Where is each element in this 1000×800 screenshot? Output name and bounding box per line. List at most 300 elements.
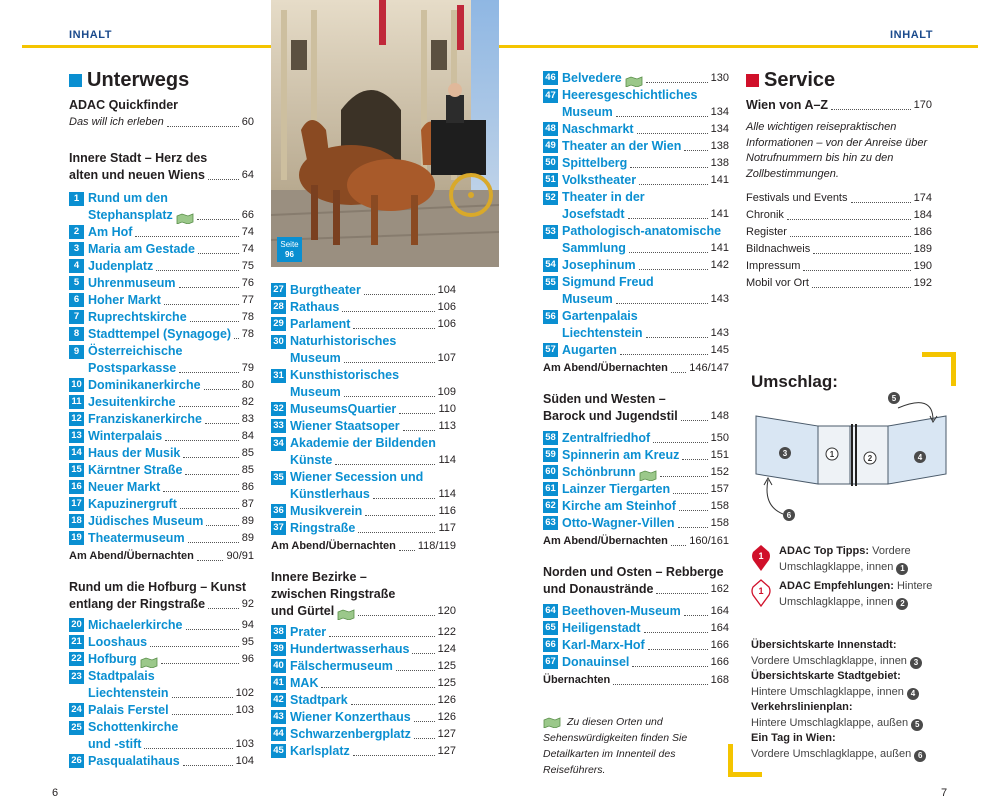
group-title: Norden und Osten – Rebberge [543, 565, 724, 579]
entry-number-badge: 41 [271, 676, 286, 690]
toc-entry[interactable] [69, 224, 254, 241]
service-entry[interactable]: Festivals und Events 174 [746, 192, 932, 204]
quickfinder-title: ADAC Quickfinder [69, 98, 179, 112]
header-rule-right [499, 45, 978, 48]
corner-bracket-bottom [728, 744, 733, 777]
entry-page: 86 [241, 481, 254, 493]
entry-number-badge: 58 [543, 431, 558, 445]
entry-label: Pasqualatihaus [88, 754, 180, 768]
svg-text:1: 1 [758, 586, 764, 596]
middle-column [271, 282, 456, 760]
entry-page: 164 [710, 622, 729, 634]
entry-page: 75 [241, 260, 254, 272]
entry-page: 124 [437, 643, 456, 655]
entry-page: 130 [710, 72, 729, 84]
toc-entry[interactable] [543, 342, 729, 359]
toc-entry[interactable] [271, 401, 456, 418]
entry-label: Rathaus [290, 300, 340, 314]
toc-entry[interactable] [271, 418, 456, 435]
entry-label: Michaelerkirche [88, 618, 183, 632]
section-square-icon [746, 74, 759, 87]
entry-number-badge: 18 [69, 514, 84, 528]
toc-entry[interactable] [543, 654, 729, 671]
service-az-description: Alle wichtigen reisepraktischen Informationen – von der Anreise über Notrufnummern bis hin zu den Zollbestimmungen. [746, 121, 928, 180]
group-title: Innere Stadt – Herz des [69, 151, 208, 165]
toc-entry[interactable] [69, 617, 254, 634]
entry-page: 151 [710, 449, 729, 461]
toc-entry[interactable] [69, 753, 254, 770]
toc-entry[interactable] [543, 464, 729, 481]
entry-number-badge: 29 [271, 317, 286, 331]
evening-entry[interactable]: Am Abend/Übernachten 118/119 [271, 540, 456, 552]
entry-number-badge: 38 [271, 625, 286, 639]
top-tip-pin-icon [751, 544, 771, 572]
entry-page: 78 [241, 311, 254, 323]
entry-number-badge: 63 [543, 516, 558, 530]
ref-badge: 4 [907, 688, 919, 700]
entry-label: Parlament [290, 317, 351, 331]
entry-page: 157 [710, 483, 729, 495]
entry-number-badge: 25 [69, 721, 84, 735]
entry-label: Naschmarkt [562, 122, 634, 136]
group-title-row[interactable]: und Gürtel 120 [271, 604, 456, 618]
entry-page: 103 [235, 704, 254, 716]
entry-number-badge: 7 [69, 310, 84, 324]
entry-number-badge: 6 [69, 293, 84, 307]
evening-entry[interactable]: Am Abend/Übernachten 160/161 [543, 535, 729, 547]
entry-page: 95 [241, 636, 254, 648]
entry-label: Looshaus [88, 635, 148, 649]
entry-label: Künstlerhaus [290, 487, 370, 501]
ref-badge: 3 [910, 657, 922, 669]
entry-number-badge: 10 [69, 378, 84, 392]
diagram-label: 5 [891, 394, 897, 403]
entry-label: Museum [290, 351, 341, 365]
entry-page: 126 [437, 694, 456, 706]
corner-bracket-bottom [728, 772, 762, 777]
entry-page: 107 [437, 352, 456, 364]
entry-label: Kärntner Straße [88, 463, 183, 477]
group-title: Innere Bezirke – [271, 570, 367, 584]
entry-number-badge: 30 [271, 335, 286, 349]
entry-page: 77 [241, 294, 254, 306]
entry-label: Schönbrunn [562, 465, 636, 479]
entry-number-badge: 35 [271, 471, 286, 485]
group-title-row[interactable]: alten und neuen Wiens 64 [69, 168, 254, 182]
toc-entry[interactable] [271, 692, 456, 709]
entry-label: Schwarzenbergplatz [290, 727, 411, 741]
toc-entry[interactable] [69, 479, 254, 496]
group-title-row[interactable]: entlang der Ringstraße 92 [69, 597, 254, 611]
group-title: Rund um die Hofburg – Kunst [69, 580, 247, 594]
entry-label: Museum [562, 105, 613, 119]
toc-entry[interactable] [271, 641, 456, 658]
toc-entry[interactable] [69, 258, 254, 275]
diagram-label: 1 [829, 450, 835, 459]
entry-label: Wiener Secession und [290, 470, 424, 484]
toc-entry[interactable] [69, 377, 254, 394]
entry-number-badge: 33 [271, 419, 286, 433]
entry-page: 138 [710, 157, 729, 169]
entry-number-badge: 21 [69, 635, 84, 649]
evening-entry[interactable]: Am Abend/Übernachten 146/147 [543, 362, 729, 374]
entry-label: Sammlung [562, 241, 626, 255]
group-title: Süden und Westen – [543, 392, 666, 406]
entry-label: Augarten [562, 343, 617, 357]
entry-label: Stephansplatz [88, 208, 173, 222]
photo-tag-page: 96 [285, 250, 294, 259]
entry-page: 113 [438, 420, 456, 432]
toc-entry[interactable] [271, 658, 456, 675]
ref-badge: 1 [896, 563, 908, 575]
entry-label: Liechtenstein [562, 326, 643, 340]
toc-entry[interactable] [271, 520, 456, 537]
entry-number-badge: 16 [69, 480, 84, 494]
entry-number-badge: 5 [69, 276, 84, 290]
cover-map-entry[interactable]: Ein Tag in Wien: Vordere Umschlagklappe, außen 6 [751, 731, 936, 762]
entry-number-badge: 62 [543, 499, 558, 513]
entry-number-badge: 45 [271, 744, 286, 758]
entry-number-badge: 64 [543, 604, 558, 618]
toc-entry[interactable] [69, 309, 254, 326]
entry-label: Österreichische [88, 344, 183, 358]
evening-entry[interactable]: Übernachten 168 [543, 674, 729, 686]
entry-label: Pathologisch-anatomische [562, 224, 722, 238]
header-label-left: INHALT [69, 29, 113, 41]
toc-entry[interactable] [69, 326, 254, 343]
entry-label: Spinnerin am Kreuz [562, 448, 680, 462]
map-icon [337, 609, 355, 620]
entry-label: Sigmund Freud [562, 275, 654, 289]
entry-number-badge: 40 [271, 659, 286, 673]
toc-entry[interactable] [543, 138, 729, 155]
toc-entry[interactable] [69, 411, 254, 428]
entry-number-badge: 51 [543, 173, 558, 187]
entry-label: und -stift [88, 737, 142, 751]
entry-number-badge: 26 [69, 754, 84, 768]
entry-page: 104 [235, 755, 254, 767]
entry-number-badge: 52 [543, 191, 558, 205]
entry-label: Künste [290, 453, 333, 467]
entry-page: 141 [710, 174, 729, 186]
entry-number-badge: 28 [271, 300, 286, 314]
entry-page: 74 [241, 226, 254, 238]
toc-entry[interactable] [69, 241, 254, 258]
entry-page: 117 [438, 522, 456, 534]
entry-page: 141 [710, 208, 729, 220]
toc-entry[interactable] [543, 155, 729, 172]
entry-number-badge: 22 [69, 652, 84, 666]
group-title-row[interactable]: Barock und Jugendstil 148 [543, 409, 729, 423]
map-note: Zu diesen Orten und Sehenswürdigkeiten finden Sie Detailkarten im Innenteil des Reiseführers. [543, 716, 688, 776]
entry-number-badge: 50 [543, 156, 558, 170]
entry-label: Haus der Musik [88, 446, 181, 460]
entry-number-badge: 66 [543, 638, 558, 652]
toc-entry[interactable] [543, 274, 729, 308]
service-entry[interactable]: Mobil vor Ort 192 [746, 277, 932, 289]
entry-number-badge: 43 [271, 710, 286, 724]
service-entry[interactable]: Impressum 190 [746, 260, 932, 272]
entry-label: Winterpalais [88, 429, 163, 443]
toc-entry[interactable] [69, 634, 254, 651]
entry-number-badge: 15 [69, 463, 84, 477]
entry-number-badge: 4 [69, 259, 84, 273]
service-entry[interactable]: Register 186 [746, 226, 932, 238]
entry-page: 141 [710, 242, 729, 254]
toc-entry[interactable] [69, 719, 254, 753]
entry-number-badge: 24 [69, 703, 84, 717]
entry-page: 103 [235, 738, 254, 750]
entry-label: Naturhistorisches [290, 334, 397, 348]
entry-number-badge: 56 [543, 310, 558, 324]
toc-entry[interactable] [69, 462, 254, 479]
toc-entry[interactable] [543, 223, 729, 257]
toc-list [69, 617, 254, 770]
toc-entry[interactable] [543, 447, 729, 464]
entry-number-badge: 54 [543, 258, 558, 272]
map-icon [625, 76, 643, 87]
entry-page: 74 [241, 243, 254, 255]
map-icon [140, 657, 158, 668]
entry-page: 134 [710, 106, 729, 118]
entry-number-badge: 3 [69, 242, 84, 256]
toc-entry[interactable] [543, 498, 729, 515]
entry-page: 85 [241, 464, 254, 476]
entry-number-badge: 42 [271, 693, 286, 707]
entry-number-badge: 20 [69, 618, 84, 632]
entry-number-badge: 13 [69, 429, 84, 443]
entry-number-badge: 27 [271, 283, 286, 297]
entry-label: Spittelberg [562, 156, 628, 170]
entry-number-badge: 2 [69, 225, 84, 239]
entry-page: 166 [710, 656, 729, 668]
entry-label: Musikverein [290, 504, 363, 518]
toc-entry[interactable] [69, 530, 254, 547]
entry-number-badge: 60 [543, 465, 558, 479]
entry-number-badge: 32 [271, 402, 286, 416]
toc-entry[interactable] [271, 726, 456, 743]
entry-number-badge: 12 [69, 412, 84, 426]
entry-number-badge: 65 [543, 621, 558, 635]
entry-label: Museum [290, 385, 341, 399]
entry-label: Stadttempel (Synagoge) [88, 327, 232, 341]
diagram-label: 3 [782, 449, 788, 458]
service-list [746, 190, 932, 292]
entry-number-badge: 14 [69, 446, 84, 460]
entry-label: Schottenkirche [88, 720, 179, 734]
toc-list [543, 603, 729, 671]
entry-number-badge: 19 [69, 531, 84, 545]
toc-entry[interactable] [271, 503, 456, 520]
toc-entry[interactable] [543, 87, 729, 121]
svg-text:1: 1 [758, 551, 764, 561]
umschlag-title: Umschlag: [751, 372, 838, 391]
entry-page: 78 [241, 328, 254, 340]
toc-entry[interactable] [271, 675, 456, 692]
toc-entry[interactable] [69, 513, 254, 530]
toc-entry[interactable] [543, 172, 729, 189]
entry-page: 114 [438, 454, 456, 466]
entry-label: Theater an der Wien [562, 139, 682, 153]
toc-entry[interactable] [69, 394, 254, 411]
toc-entry[interactable] [69, 702, 254, 719]
service-heading: Service [746, 66, 932, 94]
entry-label: Dominikanerkirche [88, 378, 201, 392]
cover-map-entry[interactable]: Verkehrslinienplan: Hintere Umschlagklappe, außen 5 [751, 700, 936, 731]
diagram-label: 6 [786, 511, 792, 520]
toc-entry[interactable] [271, 282, 456, 299]
entry-label: Theatermuseum [88, 531, 185, 545]
page-number-right: 7 [941, 787, 948, 799]
entry-page: 125 [437, 660, 456, 672]
entry-number-badge: 31 [271, 369, 286, 383]
entry-number-badge: 47 [543, 89, 558, 103]
toc-entry[interactable] [271, 316, 456, 333]
toc-entry[interactable] [543, 257, 729, 274]
toc-entry[interactable] [543, 620, 729, 637]
toc-entry[interactable] [271, 624, 456, 641]
photo-page-tag [277, 237, 302, 262]
toc-entry[interactable] [69, 343, 254, 377]
toc-entry[interactable] [69, 651, 254, 668]
entry-page: 126 [437, 711, 456, 723]
entry-label: Karlsplatz [290, 744, 350, 758]
entry-page: 116 [438, 505, 456, 517]
entry-number-badge: 17 [69, 497, 84, 511]
quickfinder-entry[interactable]: Das will ich erleben 60 [69, 116, 254, 128]
entry-page: 134 [710, 123, 729, 135]
entry-page: 94 [241, 619, 254, 631]
toc-entry[interactable] [271, 469, 456, 503]
unterwegs-column [69, 66, 254, 770]
entry-number-badge: 55 [543, 276, 558, 290]
entry-number-badge: 49 [543, 139, 558, 153]
group-title-row[interactable]: und Donaustrände 162 [543, 582, 729, 596]
entry-label: Wiener Staatsoper [290, 419, 400, 433]
toc-entry[interactable] [543, 189, 729, 223]
entry-label: Stadtpalais [88, 669, 155, 683]
entry-page: 76 [241, 277, 254, 289]
toc-entry[interactable] [69, 496, 254, 513]
toc-entry[interactable] [543, 515, 729, 532]
entry-number-badge: 59 [543, 448, 558, 462]
entry-label: Jüdisches Museum [88, 514, 204, 528]
entry-label: Jesuitenkirche [88, 395, 176, 409]
entry-number-badge: 46 [543, 71, 558, 85]
entry-label: Fälschermuseum [290, 659, 393, 673]
toc-entry[interactable] [69, 428, 254, 445]
cover-map-entry[interactable]: Übersichtskarte Stadtgebiet: Hintere Umschlagklappe, innen 4 [751, 669, 936, 700]
entry-number-badge: 8 [69, 327, 84, 341]
entry-label: Postsparkasse [88, 361, 177, 375]
diagram-label: 2 [867, 454, 873, 463]
service-column [746, 66, 932, 292]
entry-label: Otto-Wagner-Villen [562, 516, 675, 530]
toc-entry[interactable] [543, 308, 729, 342]
service-entry[interactable]: Bildnachweis 189 [746, 243, 932, 255]
entry-label: Rund um den [88, 191, 168, 205]
toc-entry[interactable] [543, 603, 729, 620]
toc-entry[interactable] [69, 275, 254, 292]
entry-label: MuseumsQuartier [290, 402, 397, 416]
toc-list [271, 624, 456, 760]
entry-number-badge: 53 [543, 225, 558, 239]
entry-label: Josephinum [562, 258, 636, 272]
toc-entry[interactable] [69, 445, 254, 462]
entry-page: 110 [438, 403, 456, 415]
toc-entry[interactable] [543, 70, 729, 87]
entry-label: Wiener Konzerthaus [290, 710, 411, 724]
entry-page: 66 [241, 209, 254, 221]
diagram-label: 4 [917, 453, 923, 462]
entry-page: 109 [437, 386, 456, 398]
entry-label: Hoher Markt [88, 293, 161, 307]
entry-page: 143 [710, 293, 729, 305]
toc-entry[interactable] [271, 435, 456, 469]
cover-map-entry[interactable]: Übersichtskarte Innenstadt: Vordere Umschlagklappe, innen 3 [751, 638, 936, 669]
entry-number-badge: 1 [69, 192, 84, 206]
entry-page: 152 [710, 466, 729, 478]
toc-entry[interactable] [271, 367, 456, 401]
entry-number-badge: 36 [271, 504, 286, 518]
photo-tag-label: Seite [280, 240, 299, 249]
toc-entry[interactable] [69, 668, 254, 702]
hofburg-carriage-photo [271, 0, 499, 267]
entry-label: Kirche am Steinhof [562, 499, 676, 513]
entry-page: 82 [241, 396, 254, 408]
toc-entry[interactable] [543, 637, 729, 654]
entry-page: 102 [235, 687, 254, 699]
toc-entry[interactable] [271, 709, 456, 726]
ref-badge: 2 [896, 598, 908, 610]
entry-label: MAK [290, 676, 319, 690]
entry-label: Liechtenstein [88, 686, 169, 700]
entry-label: Maria am Gestade [88, 242, 195, 256]
service-az-entry[interactable]: Wien von A–Z 170 [746, 98, 932, 112]
toc-entry[interactable] [271, 299, 456, 316]
toc-entry[interactable] [543, 430, 729, 447]
entry-label: Am Hof [88, 225, 133, 239]
entry-label: Heeresgeschichtliches [562, 88, 698, 102]
toc-list [69, 190, 254, 547]
entry-label: Lainzer Tiergarten [562, 482, 671, 496]
entry-page: 80 [241, 379, 254, 391]
entry-page: 145 [710, 344, 729, 356]
evening-entry[interactable]: Am Abend/Übernachten 90/91 [69, 550, 254, 562]
empfehlungen-entry[interactable]: 1 ADAC Empfehlungen: Hintere Umschlagklappe, innen 2 [751, 579, 936, 610]
entry-label: Judenplatz [88, 259, 154, 273]
entry-page: 106 [437, 301, 456, 313]
entry-page: 83 [241, 413, 254, 425]
map-icon [543, 717, 561, 728]
toc-entry[interactable] [543, 481, 729, 498]
toc-entry[interactable] [543, 121, 729, 138]
header-label-right: INHALT [890, 29, 934, 41]
entry-label: Akademie der Bildenden [290, 436, 436, 450]
service-entry[interactable]: Chronik 184 [746, 209, 932, 221]
entry-label: Museum [562, 292, 613, 306]
toc-list [271, 282, 456, 537]
entry-number-badge: 48 [543, 122, 558, 136]
entry-label: Prater [290, 625, 327, 639]
entry-page: 106 [437, 318, 456, 330]
top-tipps-entry[interactable]: 1 ADAC Top Tipps: Vordere Umschlagklappe, innen 1 [751, 544, 936, 575]
toc-entry[interactable] [271, 743, 456, 760]
toc-entry[interactable] [271, 333, 456, 367]
toc-entry[interactable] [69, 190, 254, 224]
entry-number-badge: 44 [271, 727, 286, 741]
toc-entry[interactable] [69, 292, 254, 309]
